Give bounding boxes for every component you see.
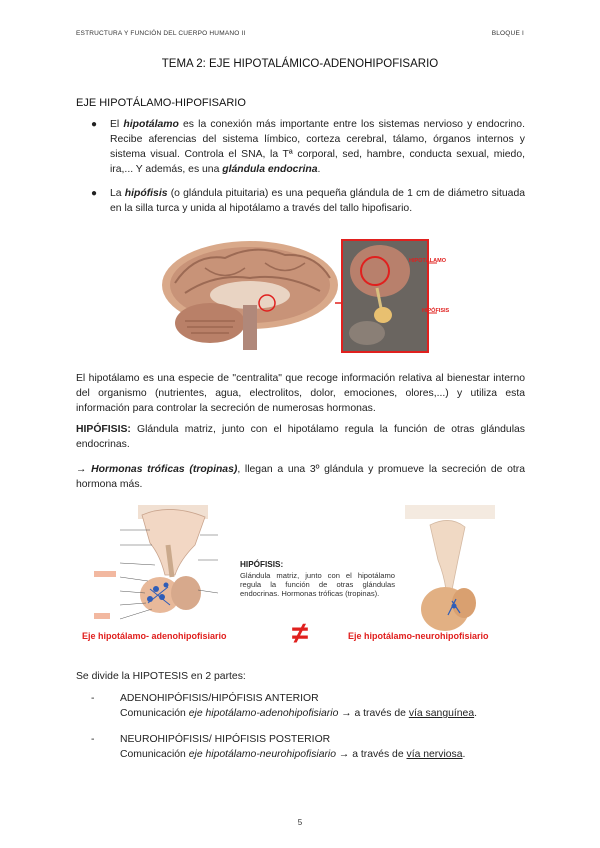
term-eje-adenohipofisiario: eje hipotálamo-adenohipofisiario [188,708,339,719]
text: La [110,188,125,199]
list-item-adenohipofisis [120,691,525,721]
header-course-title: ESTRUCTURA Y FUNCIÓN DEL CUERPO HUMANO II [76,30,246,37]
text: . [317,164,321,175]
hipofisis-axes-figure [80,505,520,655]
list-item-description [120,747,525,762]
brainstem [243,305,257,350]
hipofisis-shape [374,307,392,323]
bullet-marker: ● [91,188,98,199]
term-hormonas-troficas: Hormonas tróficas (tropinas) [91,464,238,475]
term-glandula-endocrina: glándula endocrina [222,164,318,175]
text: (o glándula pituitaria) es una pequeña glándula de 1 cm de diámetro situada en la silla turca y unida al hipotálamo a través del tallo hipofisario. [110,188,525,214]
list-item-neurohipofisis [120,732,525,762]
bullet-hipofisis [110,186,525,216]
text: . [462,749,466,760]
via-nerviosa: vía nerviosa [406,749,463,760]
brain-illustration [155,233,455,355]
paragraph-hipofisis [76,422,525,452]
page-number: 5 [297,818,303,827]
list-item-description [120,706,525,721]
list-item-title: NEUROHIPÓFISIS/ HIPÓFISIS POSTERIOR [120,734,331,745]
bullet-hipotalamo [110,117,525,177]
cerebellum [175,303,245,343]
text: → a través de [338,708,409,719]
paragraph-division: Se divide la HIPOTESIS en 2 partes: [76,671,246,682]
paragraph-hormonas-troficas [76,462,525,492]
text: Glándula matriz, junto con el hipotálamo regula la función de otras glándulas endocrinas. [76,424,525,450]
hipofisis-definition-box [240,560,395,598]
text: Comunicación [120,708,189,719]
paragraph-centralita: El hipotálamo es una especie de "centralita" que recoge información relativa al bienestar interno del organismo (nutrientes, agua, electrolitos, dolor, emociones, olores,...) y utiliza esta información para controlar la secreción de numerosas hormonas. [76,373,525,414]
term-hipofisis: hipófisis [124,188,168,199]
not-equal-symbol: ≠ [291,617,309,650]
term-hipofisis-label: HIPÓFISIS: [76,424,131,435]
label-hipotalamo: HIPOTÁLAMO [409,258,446,264]
text: , llegan a una 3º glándula y promueve la secreción de otra hormona más. [76,464,526,490]
label-hipofisis: HIPÓFISIS [422,308,450,314]
text: El [110,119,124,130]
caption-adenohipofisiario: Eje hipotálamo- adenohipofisiario [82,631,227,641]
brain-figure [155,233,455,355]
header-block-label: BLOQUE I [491,30,524,37]
bullet-marker: ● [91,119,98,130]
box-title: HIPÓFISIS: [240,560,284,569]
term-hipotalamo: hipotálamo [123,119,179,130]
list-item-title: ADENOHIPÓFISIS/HIPÓFISIS ANTERIOR [120,693,319,704]
list-dash: - [91,734,95,745]
list-dash: - [91,693,95,704]
text: . [474,708,477,719]
text: es la conexión más importante entre los sistemas nervioso y endocrino. Recibe aferencias del sistema límbico, corteza cerebral, tálamo, órganos internos y sistema visual. Controla el SNA, la Tª corporal, sed, hambre, conducta sexual, miedo, ira,... Y además, es una [110,119,525,175]
text: → a través de [336,749,407,760]
via-sanguinea: vía sanguínea [408,708,475,719]
section-heading: EJE HIPOTÁLAMO-HIPOFISARIO [76,97,246,109]
box-text: Glándula matriz, junto con el hipotálamo regula la función de otras glándulas endocrinas. Hormonas tróficas (tropinas). [240,571,395,598]
text: Comunicación [120,749,189,760]
page-title: TEMA 2: EJE HIPOTALÁMICO-ADENOHIPOFISARIO [161,58,439,70]
caption-neurohipofisiario: Eje hipotálamo-neurohipofisiario [348,631,489,641]
arrow-icon: → [76,464,92,475]
term-eje-neurohipofisiario: eje hipotálamo-neurohipofisiario [188,749,337,760]
